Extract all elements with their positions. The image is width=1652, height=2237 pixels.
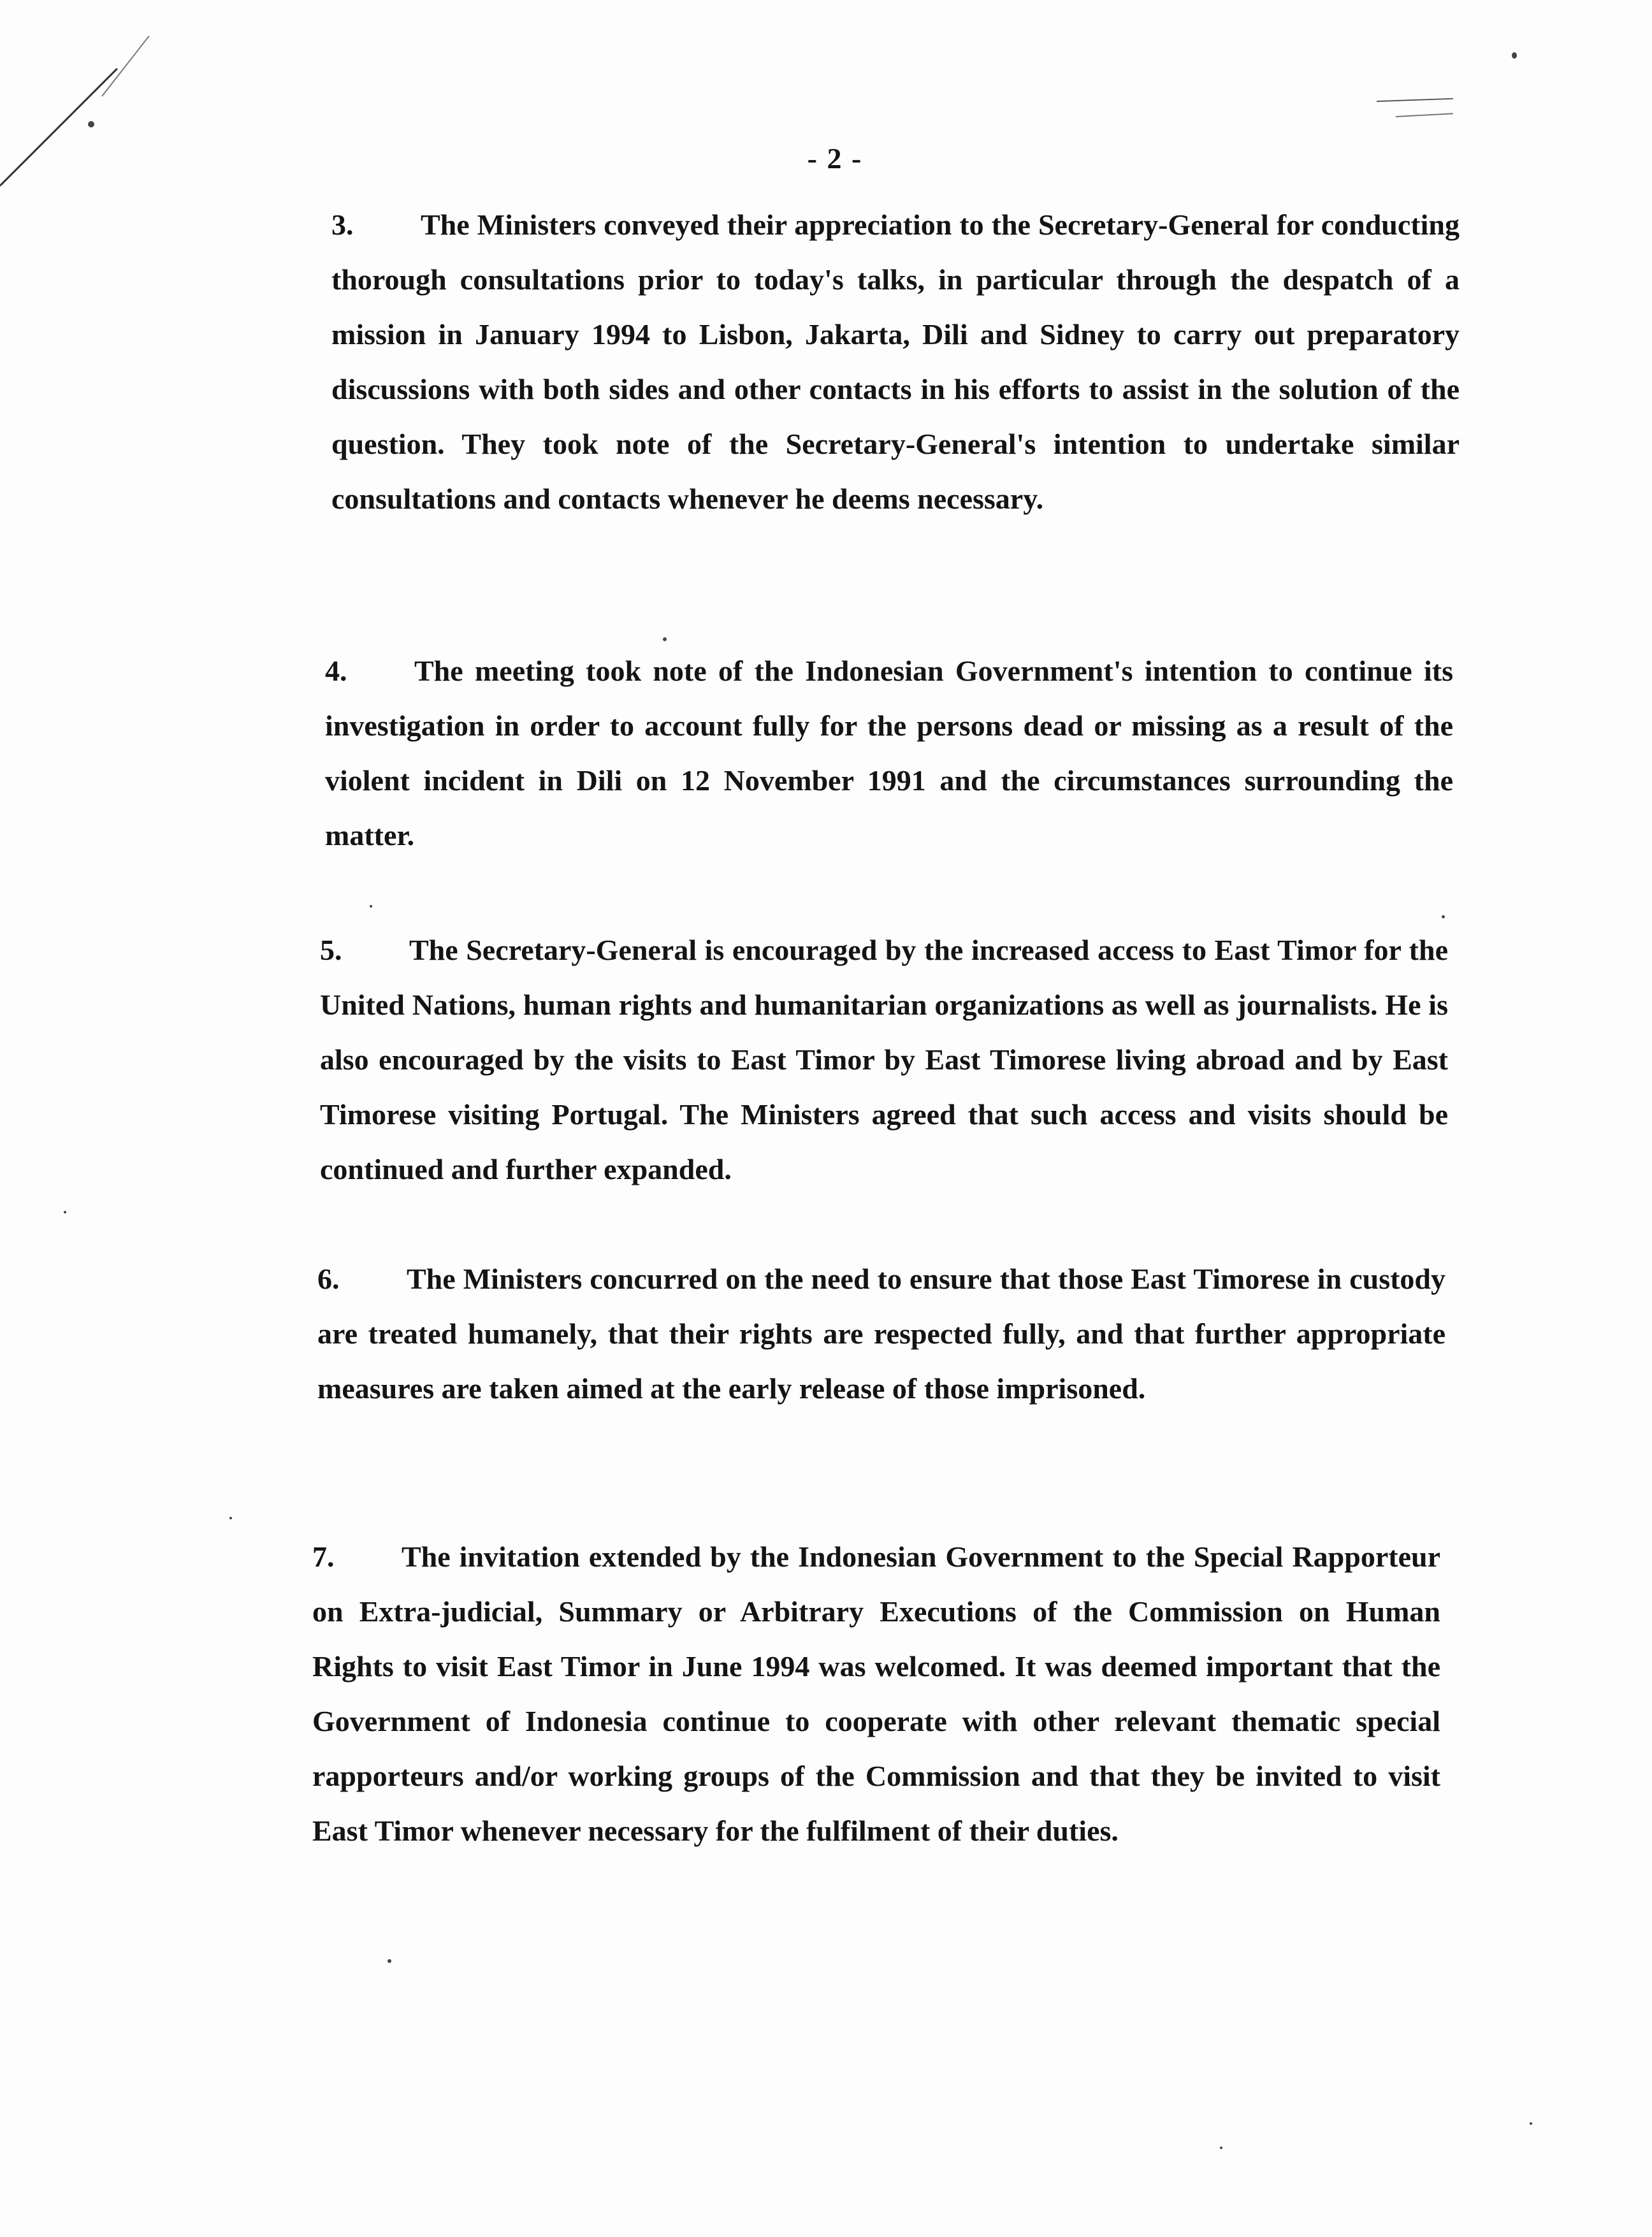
paragraph-number: 5.	[320, 934, 342, 966]
scan-dot	[64, 1211, 66, 1213]
scan-dot	[88, 121, 94, 127]
paragraph-text: The Ministers conveyed their appreciation to the Secretary-General for conducting thorough consultations prior to today's talks, in particular through the despatch of a mission in January 1994 to Lisbon, Jakarta, Dili and Sidney to carry out preparatory discussions with both sides and other contacts in his efforts to assist in the solution of the question. They took note of the Secretary-General's intention to undertake similar consultations and contacts whenever he deems necessary.	[331, 208, 1460, 515]
scan-dot	[1442, 915, 1445, 918]
scan-dot	[1512, 52, 1517, 59]
page-number: - 2 -	[807, 142, 863, 175]
paragraph-text: The invitation extended by the Indonesian Government to the Special Rapporteur on Extra-judicial, Summary or Arbitrary Executions of the Commission on Human Rights to visit East Timor in June 1994 was welcomed. It was deemed important that the Government of Indonesia continue to cooperate with other relevant thematic special rapporteurs and/or working groups of the Commission and that they be invited to visit East Timor whenever necessary for the fulfilment of their duties.	[312, 1540, 1440, 1847]
scan-dot	[1530, 2122, 1532, 2125]
paragraph-3	[331, 198, 1460, 526]
paragraph-6	[317, 1252, 1446, 1416]
scan-stroke	[101, 36, 149, 97]
paragraph-4	[325, 644, 1453, 863]
paragraph-5	[320, 923, 1448, 1197]
scan-dot	[229, 1517, 232, 1519]
scan-dot	[1220, 2147, 1222, 2149]
paragraph-number: 4.	[325, 655, 347, 687]
scan-stroke	[1396, 113, 1453, 117]
paragraph-text: The Secretary-General is encouraged by the increased access to East Timor for the United Nations, human rights and humanitarian organizations as well as journalists. He is also encouraged by the visits to East Timor by East Timorese living abroad and by East Timorese visiting Portugal. The Ministers agreed that such access and visits should be continued and further expanded.	[320, 934, 1448, 1185]
paragraph-number: 6.	[317, 1263, 340, 1295]
scan-dot	[370, 905, 372, 908]
paragraph-number: 7.	[312, 1540, 335, 1573]
scan-stroke	[1377, 98, 1453, 102]
scan-dot	[388, 1959, 391, 1963]
paragraph-text: The Ministers concurred on the need to ensure that those East Timorese in custody are treated humanely, that their rights are respected fully, and that further appropriate measures are taken aimed at the early release of those imprisoned.	[317, 1263, 1446, 1405]
paragraph-number: 3.	[331, 208, 354, 241]
scan-dot	[663, 637, 667, 641]
paragraph-7	[312, 1530, 1440, 1858]
paragraph-text: The meeting took note of the Indonesian Government's intention to continue its investigation in order to account fully for the persons dead or missing as a result of the violent incident in Dili on 12 November 1991 and the circumstances surrounding the matter.	[325, 655, 1453, 851]
scan-stroke	[0, 68, 118, 187]
